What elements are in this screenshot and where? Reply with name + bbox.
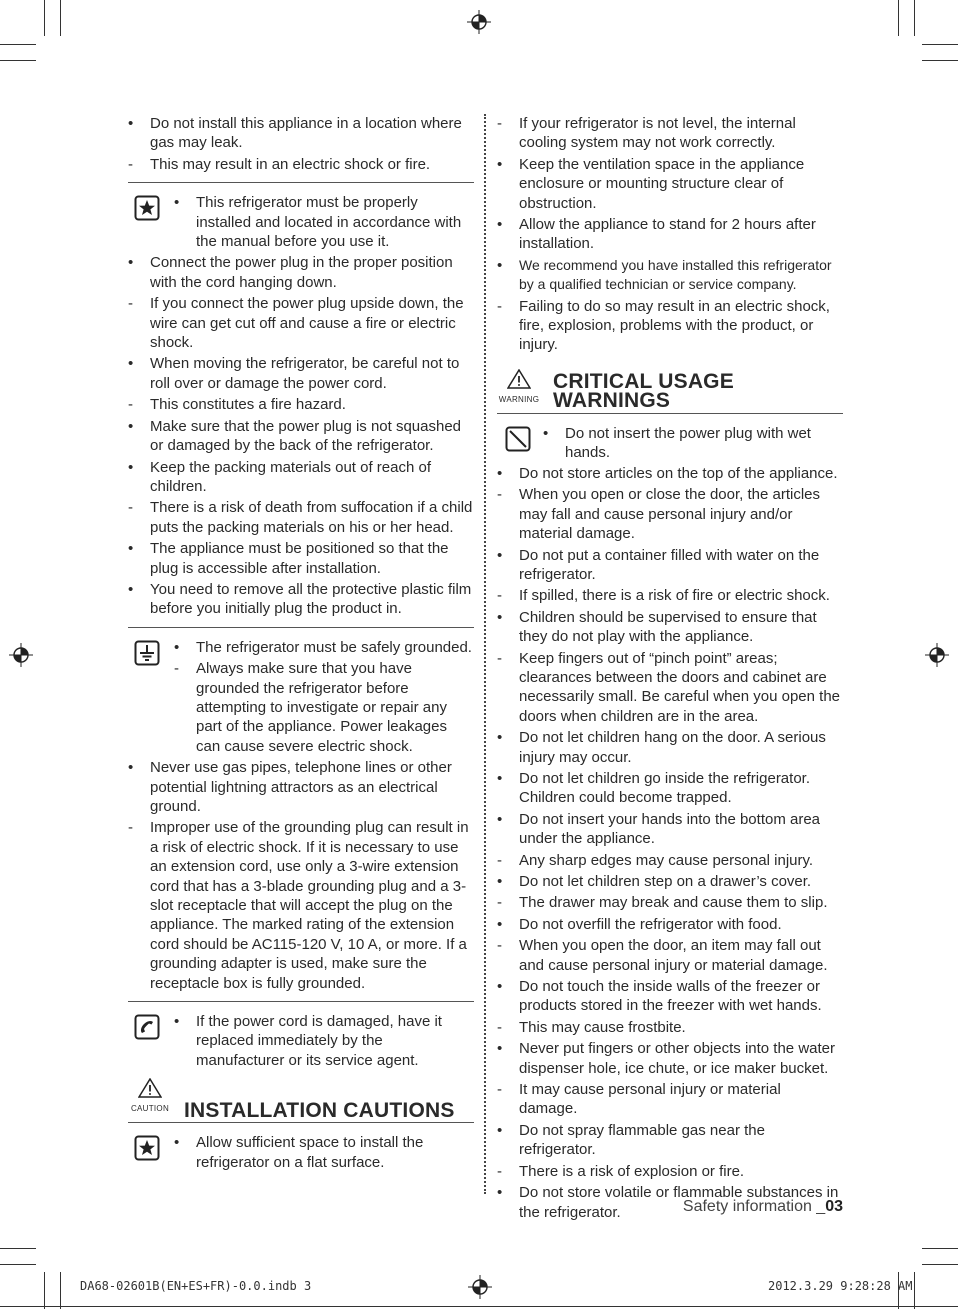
list-item: - When you open the door, an item may fall out and cause personal injury or material damage. <box>497 936 843 975</box>
registration-mark-icon <box>468 1275 492 1299</box>
list-item: - If your refrigerator is not level, the internal cooling system may not work correctly. <box>497 114 843 153</box>
ground-icon <box>134 640 160 666</box>
note-box <box>128 1131 474 1189</box>
crop-mark <box>0 1248 36 1249</box>
note-item: - Always make sure that you have grounded the refrigerator before attempting to investigate or repair any part of the appliance. Power leakages can cause severe electric shock. <box>174 659 474 756</box>
crop-mark <box>922 60 958 61</box>
list-item: - This may cause frostbite. <box>497 1018 843 1037</box>
registration-mark-icon <box>467 10 491 34</box>
list-item: - Keep fingers out of “pinch point” areas; clearances between the doors and cabinet are necessarily small. Be careful when you open the doors when children are in the area. <box>497 649 843 727</box>
warning-label: WARNING <box>497 369 541 409</box>
note-item: • This refrigerator must be properly installed and located in accordance with the manual before you use it. <box>174 193 474 251</box>
crop-mark <box>922 44 958 45</box>
list-item: • Connect the power plug in the proper position with the cord hanging down. <box>128 253 474 292</box>
star-note-icon <box>134 195 160 221</box>
caution-label: CAUTION <box>128 1078 172 1118</box>
list-item: - This constitutes a fire hazard. <box>128 395 474 414</box>
crop-mark <box>914 1272 915 1309</box>
section-title: CRITICAL USAGE WARNINGS <box>553 370 734 413</box>
critical-usage-warnings-heading <box>497 369 843 414</box>
list-item: • Never put fingers or other objects into the water dispenser hole, ice chute, or ice maker bucket. <box>497 1039 843 1078</box>
list-item: • Do not touch the inside walls of the freezer or products stored in the freezer with wet hands. <box>497 977 843 1016</box>
note-box <box>128 1001 474 1070</box>
right-items-b <box>497 464 843 1222</box>
crop-mark <box>914 0 915 36</box>
registration-mark-icon <box>925 643 949 667</box>
note-item: • The refrigerator must be safely grounded. <box>174 638 474 657</box>
column-separator <box>484 114 486 1194</box>
crop-mark <box>0 44 36 45</box>
list-item: - If you connect the power plug upside down, the wire can get cut off and cause a fire or electric shock. <box>128 294 474 352</box>
list-item: - If spilled, there is a risk of fire or electric shock. <box>497 586 843 605</box>
star-note-icon <box>134 1135 160 1161</box>
list-item: • Allow the appliance to stand for 2 hours after installation. <box>497 215 843 254</box>
registration-mark-icon <box>9 643 33 667</box>
list-item: • Do not insert your hands into the bottom area under the appliance. <box>497 810 843 849</box>
list-item: • Do not install this appliance in a location where gas may leak. <box>128 114 474 153</box>
list-item: - Failing to do so may result in an electric shock, fire, explosion, problems with the product, or injury. <box>497 297 843 355</box>
crop-mark <box>44 1272 45 1309</box>
note-item: • Do not insert the power plug with wet hands. <box>543 424 843 463</box>
crop-mark <box>44 0 45 36</box>
list-item: • Do not overfill the refrigerator with food. <box>497 915 843 934</box>
list-item: • Do not let children step on a drawer’s cover. <box>497 872 843 891</box>
list-item: • Keep the packing materials out of reach of children. <box>128 458 474 497</box>
prohibited-icon <box>505 426 531 452</box>
list-item: • Do not spray flammable gas near the refrigerator. <box>497 1121 843 1160</box>
crop-mark <box>0 1306 958 1307</box>
list-item: • Children should be supervised to ensure that they do not play with the appliance. <box>497 608 843 647</box>
left-column <box>128 114 474 1189</box>
list-item: • Do not store volatile or flammable substances in the refrigerator. <box>497 1183 843 1222</box>
crop-mark <box>60 1272 61 1309</box>
list-item: - When you open or close the door, the articles may fall and cause personal injury and/or material damage. <box>497 485 843 543</box>
list-item: • Do not store articles on the top of the appliance. <box>497 464 843 483</box>
list-item: • When moving the refrigerator, be careful not to roll over or damage the power cord. <box>128 354 474 393</box>
caution-triangle-icon <box>138 1078 162 1098</box>
left-items-c <box>128 758 474 993</box>
list-item: - The drawer may break and cause them to slip. <box>497 893 843 912</box>
list-item: - This may result in an electric shock or fire. <box>128 155 474 174</box>
note-box <box>128 182 474 251</box>
list-item: - There is a risk of death from suffocation if a child puts the packing materials on his or her head. <box>128 498 474 537</box>
list-item: • Make sure that the power plug is not squashed or damaged by the back of the refrigerator. <box>128 417 474 456</box>
crop-mark <box>922 1264 958 1265</box>
list-item: • The appliance must be positioned so that the plug is accessible after installation. <box>128 539 474 578</box>
section-title: INSTALLATION CAUTIONS <box>184 1098 455 1122</box>
crop-mark <box>0 1264 36 1265</box>
list-item: • Do not let children hang on the door. A serious injury may occur. <box>497 728 843 767</box>
list-item: • You need to remove all the protective plastic film before you initially plug the product in. <box>128 580 474 619</box>
list-item: • Keep the ventilation space in the appliance enclosure or mounting structure clear of obstruction. <box>497 155 843 213</box>
print-slug-timestamp: 2012.3.29 9:28:28 AM <box>768 1279 913 1293</box>
note-box <box>128 627 474 756</box>
page-number: 03 <box>825 1198 843 1215</box>
left-items-b <box>128 253 474 618</box>
list-item: - Improper use of the grounding plug can result in a risk of electric shock. If it is necessary to use an extension cord, use only a 3-wire extension cord that has a 3-blade grounding plug and a 3-slot receptacle that will accept the plug on the appliance. The marked rating of the extension cord should be AC115-120 V, 10 A, or more. If a grounding adapter is used, make sure the receptacle box is fully grounded. <box>128 818 474 993</box>
crop-mark <box>60 0 61 36</box>
list-item: • Do not put a container filled with water on the refrigerator. <box>497 546 843 585</box>
installation-cautions-heading <box>128 1078 474 1123</box>
crop-mark <box>898 0 899 36</box>
print-slug-file: DA68-02601B(EN+ES+FR)-0.0.indb 3 <box>80 1279 312 1293</box>
list-item: • Do not let children go inside the refrigerator. Children could become trapped. <box>497 769 843 808</box>
list-item: - There is a risk of explosion or fire. <box>497 1162 843 1181</box>
footer-section-label: Safety information _ <box>682 1198 826 1215</box>
right-column <box>497 114 843 1224</box>
crop-mark <box>922 1248 958 1249</box>
note-item: • Allow sufficient space to install the refrigerator on a flat surface. <box>174 1133 474 1172</box>
list-item: - It may cause personal injury or material damage. <box>497 1080 843 1119</box>
list-item: - Any sharp edges may cause personal injury. <box>497 851 843 870</box>
crop-mark <box>0 60 36 61</box>
call-service-icon <box>134 1014 160 1040</box>
warning-triangle-icon <box>507 369 531 389</box>
right-items-a <box>497 114 843 355</box>
page-footer <box>683 1198 843 1216</box>
list-item: • Never use gas pipes, telephone lines or other potential lightning attractors as an electrical ground. <box>128 758 474 816</box>
note-item: • If the power cord is damaged, have it replaced immediately by the manufacturer or its service agent. <box>174 1012 474 1070</box>
list-item: • We recommend you have installed this refrigerator by a qualified technician or service company. <box>497 256 843 295</box>
note-box <box>497 422 843 464</box>
left-items-a <box>128 114 474 174</box>
